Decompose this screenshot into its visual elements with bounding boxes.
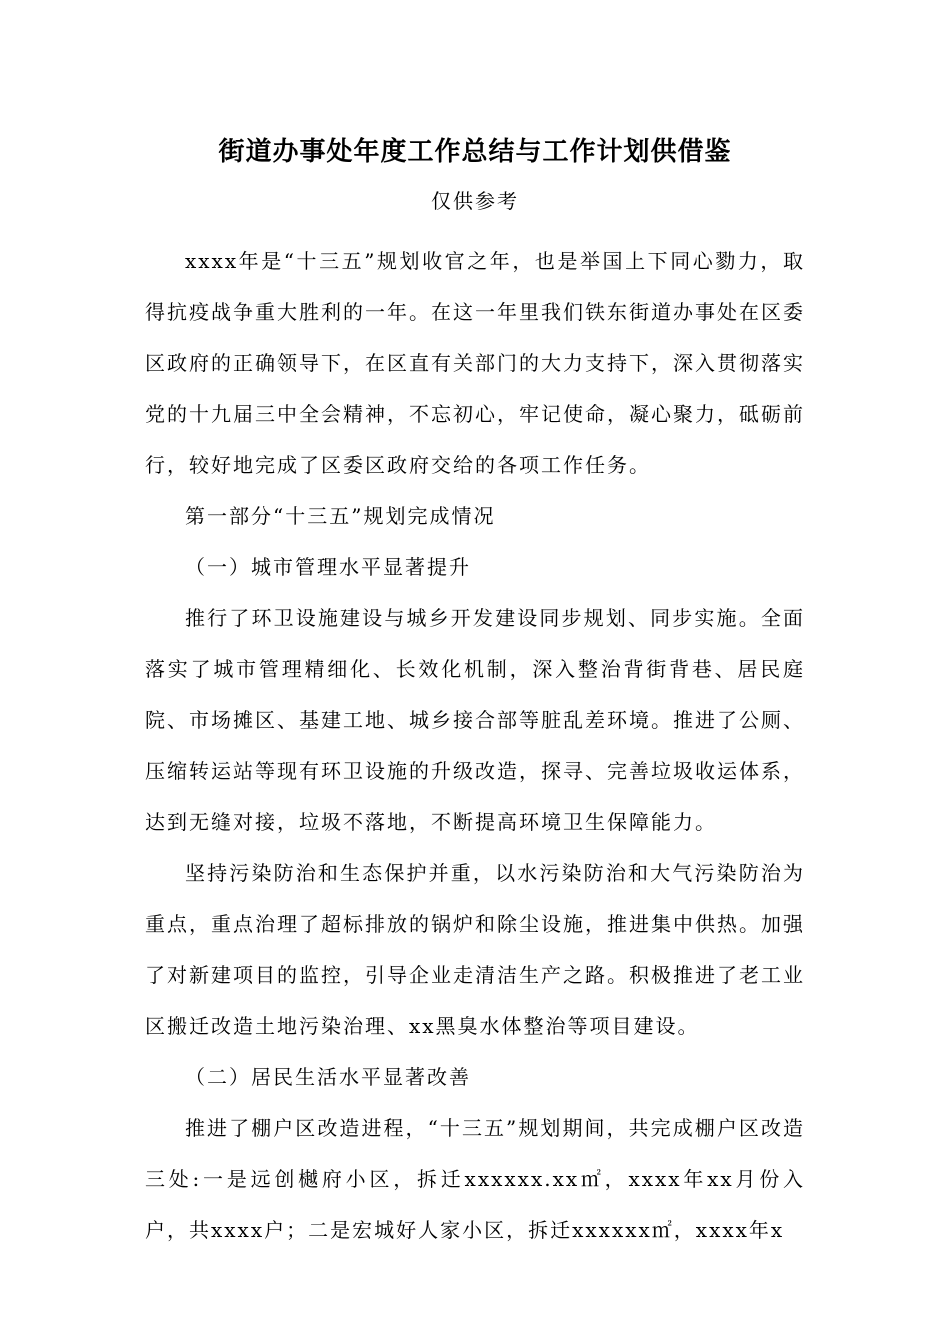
paragraph-shantytown: 推进了棚户区改造进程，“十三五”规划期间，共完成棚户区改造三处:一是远创樾府小区，拆迁xxxxxx.xx㎡，xxxx年xx月份入户，共xxxx户；二是宏城好人家小区，拆迁xxxxxx㎡，xxxx年x bbox=[145, 1116, 805, 1242]
document-body bbox=[145, 236, 805, 1256]
document-title: 街道办事处年度工作总结与工作计划供借鉴 bbox=[218, 137, 732, 167]
heading-section-2: （二）居民生活水平显著改善 bbox=[185, 1065, 471, 1089]
paragraph-pollution: 坚持污染防治和生态保护并重，以水污染防治和大气污染防治为重点，重点治理了超标排放的锅炉和除尘设施，推进集中供热。加强了对新建项目的监控，引导企业走清洁生产之路。积极推进了老工业区搬迁改造土地污染治理、xx黑臭水体整治等项目建设。 bbox=[145, 861, 805, 1038]
heading-section-1: （一）城市管理水平显著提升 bbox=[185, 555, 471, 579]
heading-part-one: 第一部分“十三五”规划完成情况 bbox=[185, 504, 496, 528]
paragraph-sanitation: 推行了环卫设施建设与城乡开发建设同步规划、同步实施。全面落实了城市管理精细化、长效化机制，深入整治背街背巷、居民庭院、市场摊区、基建工地、城乡接合部等脏乱差环境。推进了公厕、压缩转运站等现有环卫设施的升级改造，探寻、完善垃圾收运体系，达到无缝对接，垃圾不落地，不断提高环境卫生保障能力。 bbox=[145, 606, 805, 834]
document-subtitle: 仅供参考 bbox=[431, 189, 519, 213]
paragraph-intro: xxxx年是“十三五”规划收官之年，也是举国上下同心勠力，取得抗疫战争重大胜利的一年。在这一年里我们铁东街道办事处在区委区政府的正确领导下，在区直有关部门的大力支持下，深入贯彻落实党的十九届三中全会精神，不忘初心，牢记使命，凝心聚力，砥砺前行，较好地完成了区委区政府交给的各项工作任务。 bbox=[145, 249, 805, 477]
